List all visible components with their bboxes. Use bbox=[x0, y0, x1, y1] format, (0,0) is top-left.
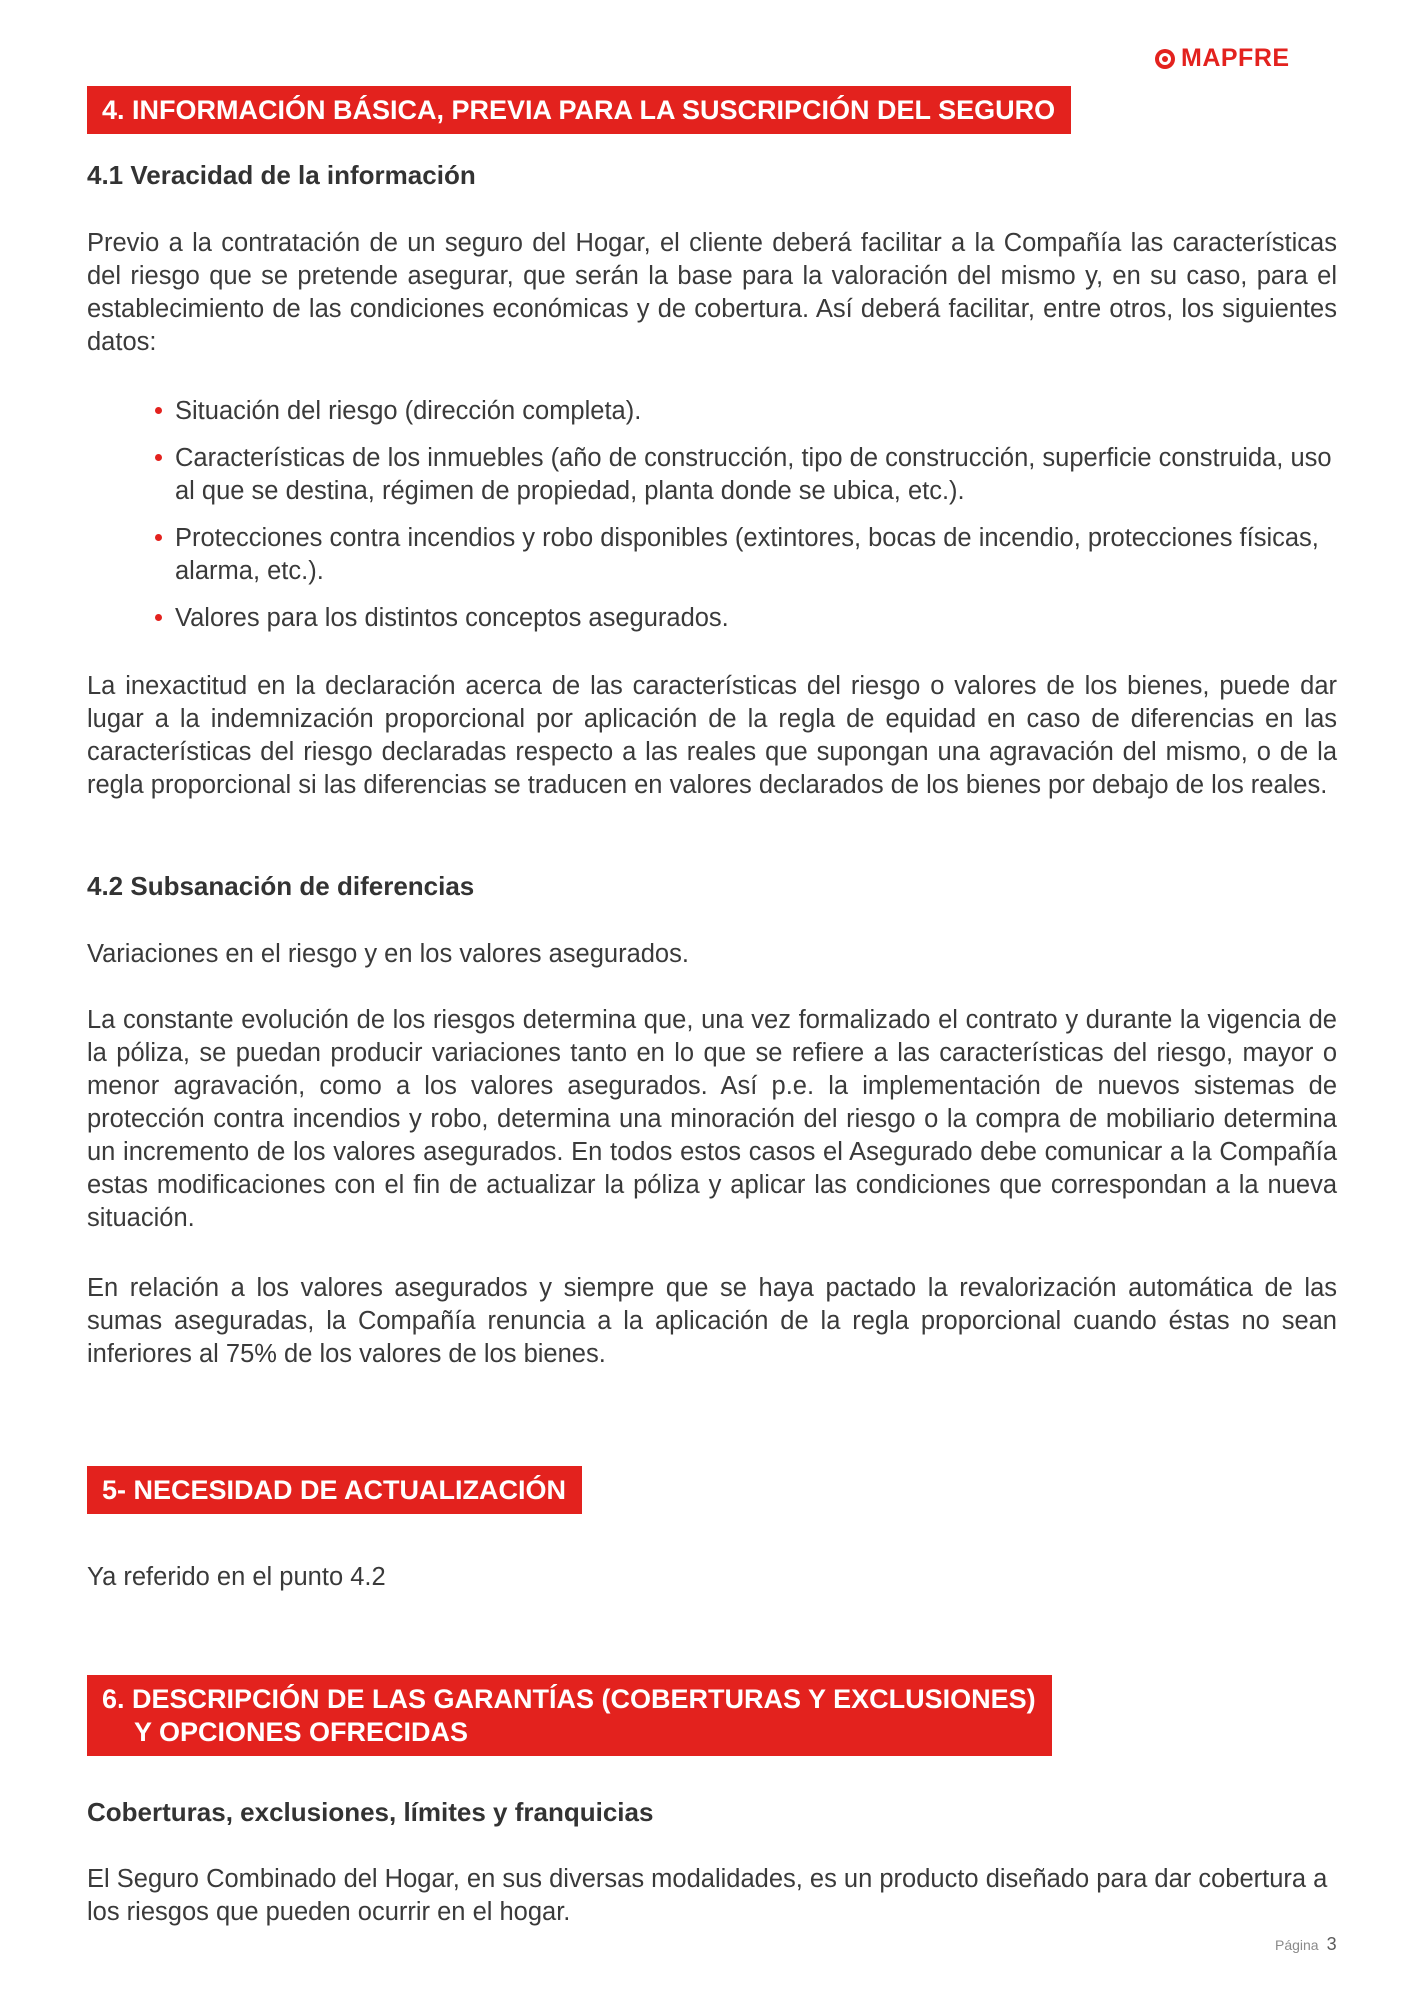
paragraph-5: Ya referido en el punto 4.2 bbox=[87, 1563, 386, 1591]
mapfre-logo-text: MAPFRE bbox=[1181, 44, 1290, 72]
section-6-banner-line1: 6. DESCRIPCIÓN DE LAS GARANTÍAS (COBERTURAS Y EXCLUSIONES) bbox=[102, 1684, 1036, 1714]
section-6-subtitle: Coberturas, exclusiones, límites y franquicias bbox=[87, 1797, 654, 1827]
paragraph-4-1-intro: Previo a la contratación de un seguro del Hogar, el cliente deberá facilitar a la Compañía las características del riesgo que se pretende asegurar, que serán la base para la valoración del mismo y, en su caso, para el establecimiento de las condiciones económicas y de cobertura. Así deberá facilitar, entre otros, los siguientes datos: bbox=[87, 229, 1337, 356]
list-item: Características de los inmuebles (año de construcción, tipo de construcción, superficie construida, uso al que se destina, régimen de propiedad, planta donde se ubica, etc.). bbox=[155, 442, 1335, 508]
page-label: Página bbox=[1275, 1937, 1319, 1953]
page-number: 3 bbox=[1326, 1934, 1337, 1954]
paragraph-4-2-intro: Variaciones en el riesgo y en los valores asegurados. bbox=[87, 940, 689, 968]
risk-data-list bbox=[155, 395, 1335, 635]
bullet-icon bbox=[155, 614, 162, 621]
bullet-icon bbox=[155, 534, 162, 541]
paragraph-4-2-evolution: La constante evolución de los riesgos determina que, una vez formalizado el contrato y durante la vigencia de la póliza, se puedan producir variaciones tanto en lo que se refiere a las características del riesgo, mayor o menor agravación, como a los valores asegurados. Así p.e. la implementación de nuevos sistemas de protección contra incendios y robo, determina una minoración del riesgo o la compra de mobiliario determina un incremento de los valores asegurados. En todos estos casos el Asegurado debe comunicar a la Compañía estas modificaciones con el fin de actualizar la póliza y aplicar las condiciones que correspondan a la nueva situación. bbox=[87, 1006, 1337, 1232]
section-6-banner-line2: Y OPCIONES OFRECIDAS bbox=[134, 1717, 469, 1747]
subsection-4-1-title: 4.1 Veracidad de la información bbox=[87, 160, 476, 190]
section-4-banner: 4. INFORMACIÓN BÁSICA, PREVIA PARA LA SUSCRIPCIÓN DEL SEGURO bbox=[87, 86, 1071, 134]
paragraph-4-2-revaluation: En relación a los valores asegurados y siempre que se haya pactado la revalorización automática de las sumas aseguradas, la Compañía renuncia a la aplicación de la regla proporcional cuando éstas no sean inferiores al 75% de los valores de los bienes. bbox=[87, 1274, 1337, 1368]
mapfre-logo bbox=[1155, 44, 1290, 73]
mapfre-logo-mark-icon bbox=[1155, 49, 1175, 69]
section-6-banner bbox=[87, 1675, 1052, 1756]
list-item: Valores para los distintos conceptos asegurados. bbox=[155, 602, 1335, 635]
list-item: Protecciones contra incendios y robo disponibles (extintores, bocas de incendio, protecciones físicas, alarma, etc.). bbox=[155, 522, 1335, 588]
list-item: Situación del riesgo (dirección completa). bbox=[155, 395, 1335, 428]
paragraph-4-1-inaccuracy: La inexactitud en la declaración acerca de las características del riesgo o valores de los bienes, puede dar lugar a la indemnización proporcional por aplicación de la regla de equidad en caso de diferencias en las características del riesgo declaradas respecto a las reales que supongan una agravación del mismo, o de la regla proporcional si las diferencias se traducen en valores declarados de los bienes por debajo de los reales. bbox=[87, 672, 1337, 799]
page-footer bbox=[1275, 1934, 1337, 1955]
section-5-banner: 5- NECESIDAD DE ACTUALIZACIÓN bbox=[87, 1466, 582, 1514]
bullet-icon bbox=[155, 407, 162, 414]
subsection-4-2-title: 4.2 Subsanación de diferencias bbox=[87, 871, 475, 901]
bullet-icon bbox=[155, 454, 162, 461]
paragraph-6-intro: El Seguro Combinado del Hogar, en sus diversas modalidades, es un producto diseñado para dar cobertura a los riesgos que pueden ocurrir en el hogar. bbox=[87, 1865, 1328, 1926]
